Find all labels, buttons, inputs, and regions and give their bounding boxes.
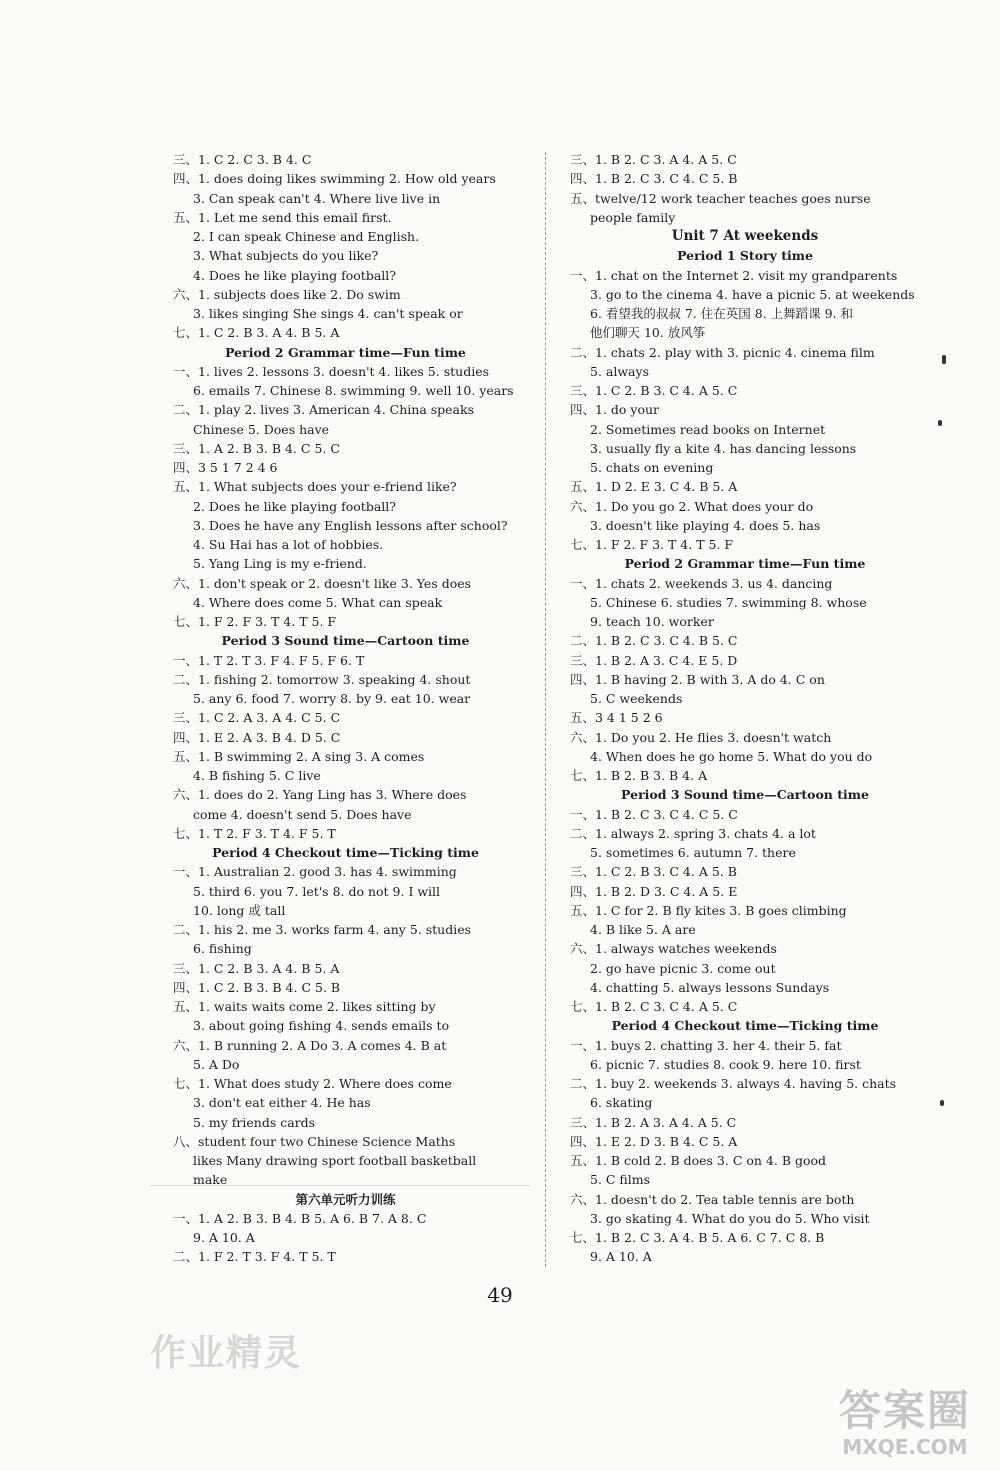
scan-speck: [938, 420, 942, 426]
answer-line: 3. don't eat either 4. He has: [193, 1095, 371, 1111]
answer-line: 3. go to the cinema 4. have a picnic 5. at weekends: [590, 286, 915, 302]
section-heading: 第六单元听力训练: [295, 1191, 396, 1207]
answer-line: 六、1. Do you 2. He flies 3. doesn't watch: [570, 729, 832, 745]
answer-line: 四、1. C 2. B 3. B 4. C 5. B: [173, 979, 341, 995]
answer-line: 四、1. E 2. D 3. B 4. C 5. A: [570, 1133, 738, 1149]
answer-line: 七、1. F 2. F 3. T 4. T 5. F: [173, 614, 337, 629]
answer-line: 五、3 4 1 5 2 6: [570, 710, 663, 726]
answer-line: 5. any 6. food 7. worry 8. by 9. eat 10. wear: [193, 691, 471, 706]
page-number: 49: [487, 1283, 513, 1307]
answer-line: 三、1. C 2. B 3. C 4. A 5. B: [570, 864, 737, 880]
answer-line: 四、1. B having 2. B with 3. A do 4. C on: [570, 671, 825, 687]
answer-line: 六、1. Do you go 2. What does your do: [570, 498, 814, 514]
answer-line: 五、1. B cold 2. B does 3. C on 4. B good: [570, 1153, 827, 1168]
answer-line: 5. A Do: [193, 1056, 240, 1072]
answer-line: 4. Where does come 5. What can speak: [193, 594, 443, 610]
answer-column-left: [173, 150, 518, 1267]
answer-line: likes Many drawing sport football basketball: [193, 1153, 477, 1168]
answer-line: 5. C films: [590, 1172, 651, 1188]
answer-line: 二、1. F 2. T 3. F 4. T 5. T: [173, 1249, 336, 1265]
section-heading: Period 4 Checkout time—Ticking time: [212, 845, 479, 860]
answer-line: 三、1. C 2. C 3. B 4. C: [173, 152, 312, 167]
answer-line: 2. I can speak Chinese and English.: [193, 229, 420, 244]
section-heading: Period 1 Story time: [677, 248, 813, 264]
answer-line: 三、1. A 2. B 3. B 4. C 5. C: [173, 440, 340, 456]
watermark-url: MXQE.COM: [842, 1435, 968, 1459]
answer-line: 一、1. A 2. B 3. B 4. B 5. A 6. B 7. A 8. C: [173, 1210, 427, 1226]
answer-line: 一、1. T 2. T 3. F 4. F 5. F 6. T: [173, 652, 365, 668]
answer-line: 9. A 10. A: [193, 1230, 255, 1245]
answer-line: 6. emails 7. Chinese 8. swimming 9. well 10. years: [193, 383, 514, 398]
answer-line: 一、1. chat on the Internet 2. visit my grandparents: [570, 267, 898, 283]
answer-line: 三、1. C 2. B 3. C 4. A 5. C: [570, 383, 738, 398]
answer-line: 4. Su Hai has a lot of hobbies.: [193, 537, 384, 552]
answer-line: 6. picnic 7. studies 8. cook 9. here 10. first: [590, 1056, 861, 1072]
answer-line: 6. fishing: [193, 941, 252, 957]
scan-speck: [940, 1100, 944, 1106]
answer-line: 一、1. B 2. C 3. C 4. C 5. C: [570, 806, 738, 822]
answer-line: 9. A 10. A: [590, 1249, 652, 1265]
answer-line: 五、1. waits waits come 2. likes sitting by: [173, 999, 436, 1014]
answer-line: 3. Does he have any English lessons after school?: [193, 517, 508, 533]
answer-line: 六、1. don't speak or 2. doesn't like 3. Yes does: [173, 575, 472, 591]
answer-line: come 4. doesn't send 5. Does have: [193, 806, 412, 822]
answer-line: 他们聊天 10. 放风筝: [590, 325, 706, 341]
answer-line: 4. chatting 5. always lessons Sundays: [590, 979, 830, 995]
answer-line: 二、1. B 2. C 3. C 4. B 5. C: [570, 633, 738, 649]
answer-line: 七、1. B 2. C 3. C 4. A 5. C: [570, 999, 738, 1014]
answer-line: 6. 看望我的叔叔 7. 住在英国 8. 上舞蹈课 9. 和: [590, 306, 854, 321]
answer-line: 3. doesn't like playing 4. does 5. has: [590, 517, 821, 533]
answer-line: 四、1. B 2. C 3. C 4. C 5. B: [570, 171, 738, 187]
answer-line: Chinese 5. Does have: [193, 421, 330, 437]
answer-line: 4. When does he go home 5. What do you do: [590, 748, 873, 764]
answer-column-right: [570, 150, 920, 1267]
answer-line: 七、1. B 2. C 3. A 4. B 5. A 6. C 7. C 8. B: [570, 1230, 825, 1245]
answer-line: 一、1. Australian 2. good 3. has 4. swimming: [173, 864, 457, 880]
answer-line: 四、1. do your: [570, 402, 660, 418]
answer-line: 2. go have picnic 3. come out: [590, 960, 776, 976]
answer-line: 3. likes singing She sings 4. can't speak or: [193, 306, 463, 321]
answer-line: 五、1. B swimming 2. A sing 3. A comes: [173, 748, 425, 764]
answer-line: 一、1. buys 2. chatting 3. her 4. their 5. fat: [570, 1037, 842, 1053]
answer-line: 5. third 6. you 7. let's 8. do not 9. I will: [193, 883, 441, 899]
answer-line: 9. teach 10. worker: [590, 614, 714, 629]
answer-line: 5. Chinese 6. studies 7. swimming 8. whose: [590, 594, 867, 610]
answer-line: 八、student four two Chinese Science Maths: [173, 1133, 456, 1149]
answer-line: 二、1. buy 2. weekends 3. always 4. having 5. chats: [570, 1076, 897, 1091]
answer-line: 6. skating: [590, 1095, 653, 1111]
answer-line: 5. sometimes 6. autumn 7. there: [590, 845, 796, 860]
answer-line: 六、1. does do 2. Yang Ling has 3. Where does: [173, 787, 467, 803]
answer-line: 六、1. subjects does like 2. Do swim: [173, 286, 401, 302]
answer-line: 二、1. always 2. spring 3. chats 4. a lot: [570, 825, 816, 841]
answer-line: 3. go skating 4. What do you do 5. Who visit: [590, 1210, 870, 1226]
answer-line: make: [193, 1172, 228, 1188]
section-heading: Period 2 Grammar time—Fun time: [225, 344, 466, 360]
answer-line: 2. Does he like playing football?: [193, 498, 396, 514]
answer-line: 七、1. F 2. F 3. T 4. T 5. F: [570, 537, 734, 552]
answer-line: 3. about going fishing 4. sends emails to: [193, 1018, 450, 1034]
section-heading: Period 3 Sound time—Cartoon time: [621, 787, 869, 803]
answer-line: 二、1. his 2. me 3. works farm 4. any 5. studies: [173, 922, 472, 937]
answer-line: 5. C weekends: [590, 691, 683, 706]
answer-line: 4. B fishing 5. C live: [193, 768, 321, 783]
column-divider: [545, 152, 546, 1267]
answer-line: 五、1. C for 2. B fly kites 3. B goes climbing: [570, 902, 847, 918]
answer-line: 二、1. play 2. lives 3. American 4. China speaks: [173, 402, 475, 418]
answer-line: 四、3 5 1 7 2 4 6: [173, 460, 278, 475]
answer-line: 五、twelve/12 work teacher teaches goes nurse: [570, 190, 871, 206]
answer-line: 5. my friends cards: [193, 1114, 316, 1130]
section-heading: Unit 7 At weekends: [671, 228, 819, 244]
answer-line: 二、1. chats 2. play with 3. picnic 4. cinema film: [570, 344, 875, 360]
answer-line: 六、1. always watches weekends: [570, 941, 777, 957]
answer-line: 3. usually fly a kite 4. has dancing lessons: [590, 440, 857, 456]
answer-line: 三、1. C 2. B 3. A 4. B 5. A: [173, 960, 340, 976]
section-heading: Period 2 Grammar time—Fun time: [624, 556, 866, 572]
faint-stamp-mark: 作业精灵: [150, 1333, 303, 1374]
answer-line: 三、1. B 2. A 3. C 4. E 5. D: [570, 652, 738, 668]
section-heading: Period 4 Checkout time—Ticking time: [611, 1018, 879, 1034]
answer-line: 七、1. B 2. B 3. B 4. A: [570, 768, 708, 783]
answer-line: 一、1. chats 2. weekends 3. us 4. dancing: [570, 575, 833, 591]
answer-line: 二、1. fishing 2. tomorrow 3. speaking 4. shout: [173, 671, 471, 687]
answer-line: 10. long 或 tall: [193, 902, 286, 918]
answer-line: 六、1. doesn't do 2. Tea table tennis are both: [570, 1191, 855, 1207]
answer-line: 3. What subjects do you like?: [193, 248, 379, 264]
answer-line: 5. Yang Ling is my e-friend.: [193, 556, 367, 572]
answer-line: 七、1. T 2. F 3. T 4. F 5. T: [173, 825, 336, 841]
answer-line: 三、1. B 2. A 3. A 4. A 5. C: [570, 1114, 737, 1130]
site-watermark: [820, 1387, 990, 1459]
answer-line: 七、1. What does study 2. Where does come: [173, 1076, 452, 1091]
answer-line: 七、1. C 2. B 3. A 4. B 5. A: [173, 325, 340, 341]
answer-line: 三、1. C 2. A 3. A 4. C 5. C: [173, 710, 341, 726]
answer-line: 一、1. lives 2. lessons 3. doesn't 4. likes 5. studies: [173, 363, 490, 379]
answer-line: 四、1. does doing likes swimming 2. How old years: [173, 171, 496, 187]
answer-line: people family: [590, 209, 676, 225]
scan-speck: [942, 355, 946, 364]
section-heading: Period 3 Sound time—Cartoon time: [221, 633, 470, 649]
answer-line: 4. Does he like playing football?: [193, 267, 396, 283]
answer-line: 5. always: [590, 363, 649, 379]
answer-line: 六、1. B running 2. A Do 3. A comes 4. B at: [173, 1037, 447, 1053]
answer-line: 五、1. What subjects does your e-friend like?: [173, 479, 457, 495]
answer-line: 2. Sometimes read books on Internet: [590, 421, 826, 437]
answer-line: 4. B like 5. A are: [590, 922, 696, 937]
answer-line: 三、1. B 2. C 3. A 4. A 5. C: [570, 152, 737, 167]
watermark-logo-text: 答案圈: [838, 1386, 971, 1435]
answer-line: 五、1. D 2. E 3. C 4. B 5. A: [570, 479, 738, 495]
answer-line: 五、1. Let me send this email first.: [173, 209, 392, 225]
answer-line: 5. chats on evening: [590, 460, 714, 475]
answer-line: 3. Can speak can't 4. Where live live in: [193, 190, 441, 206]
answer-line: 四、1. E 2. A 3. B 4. D 5. C: [173, 729, 341, 745]
section-rule: [150, 1185, 530, 1186]
answer-line: 四、1. B 2. D 3. C 4. A 5. E: [570, 883, 738, 899]
